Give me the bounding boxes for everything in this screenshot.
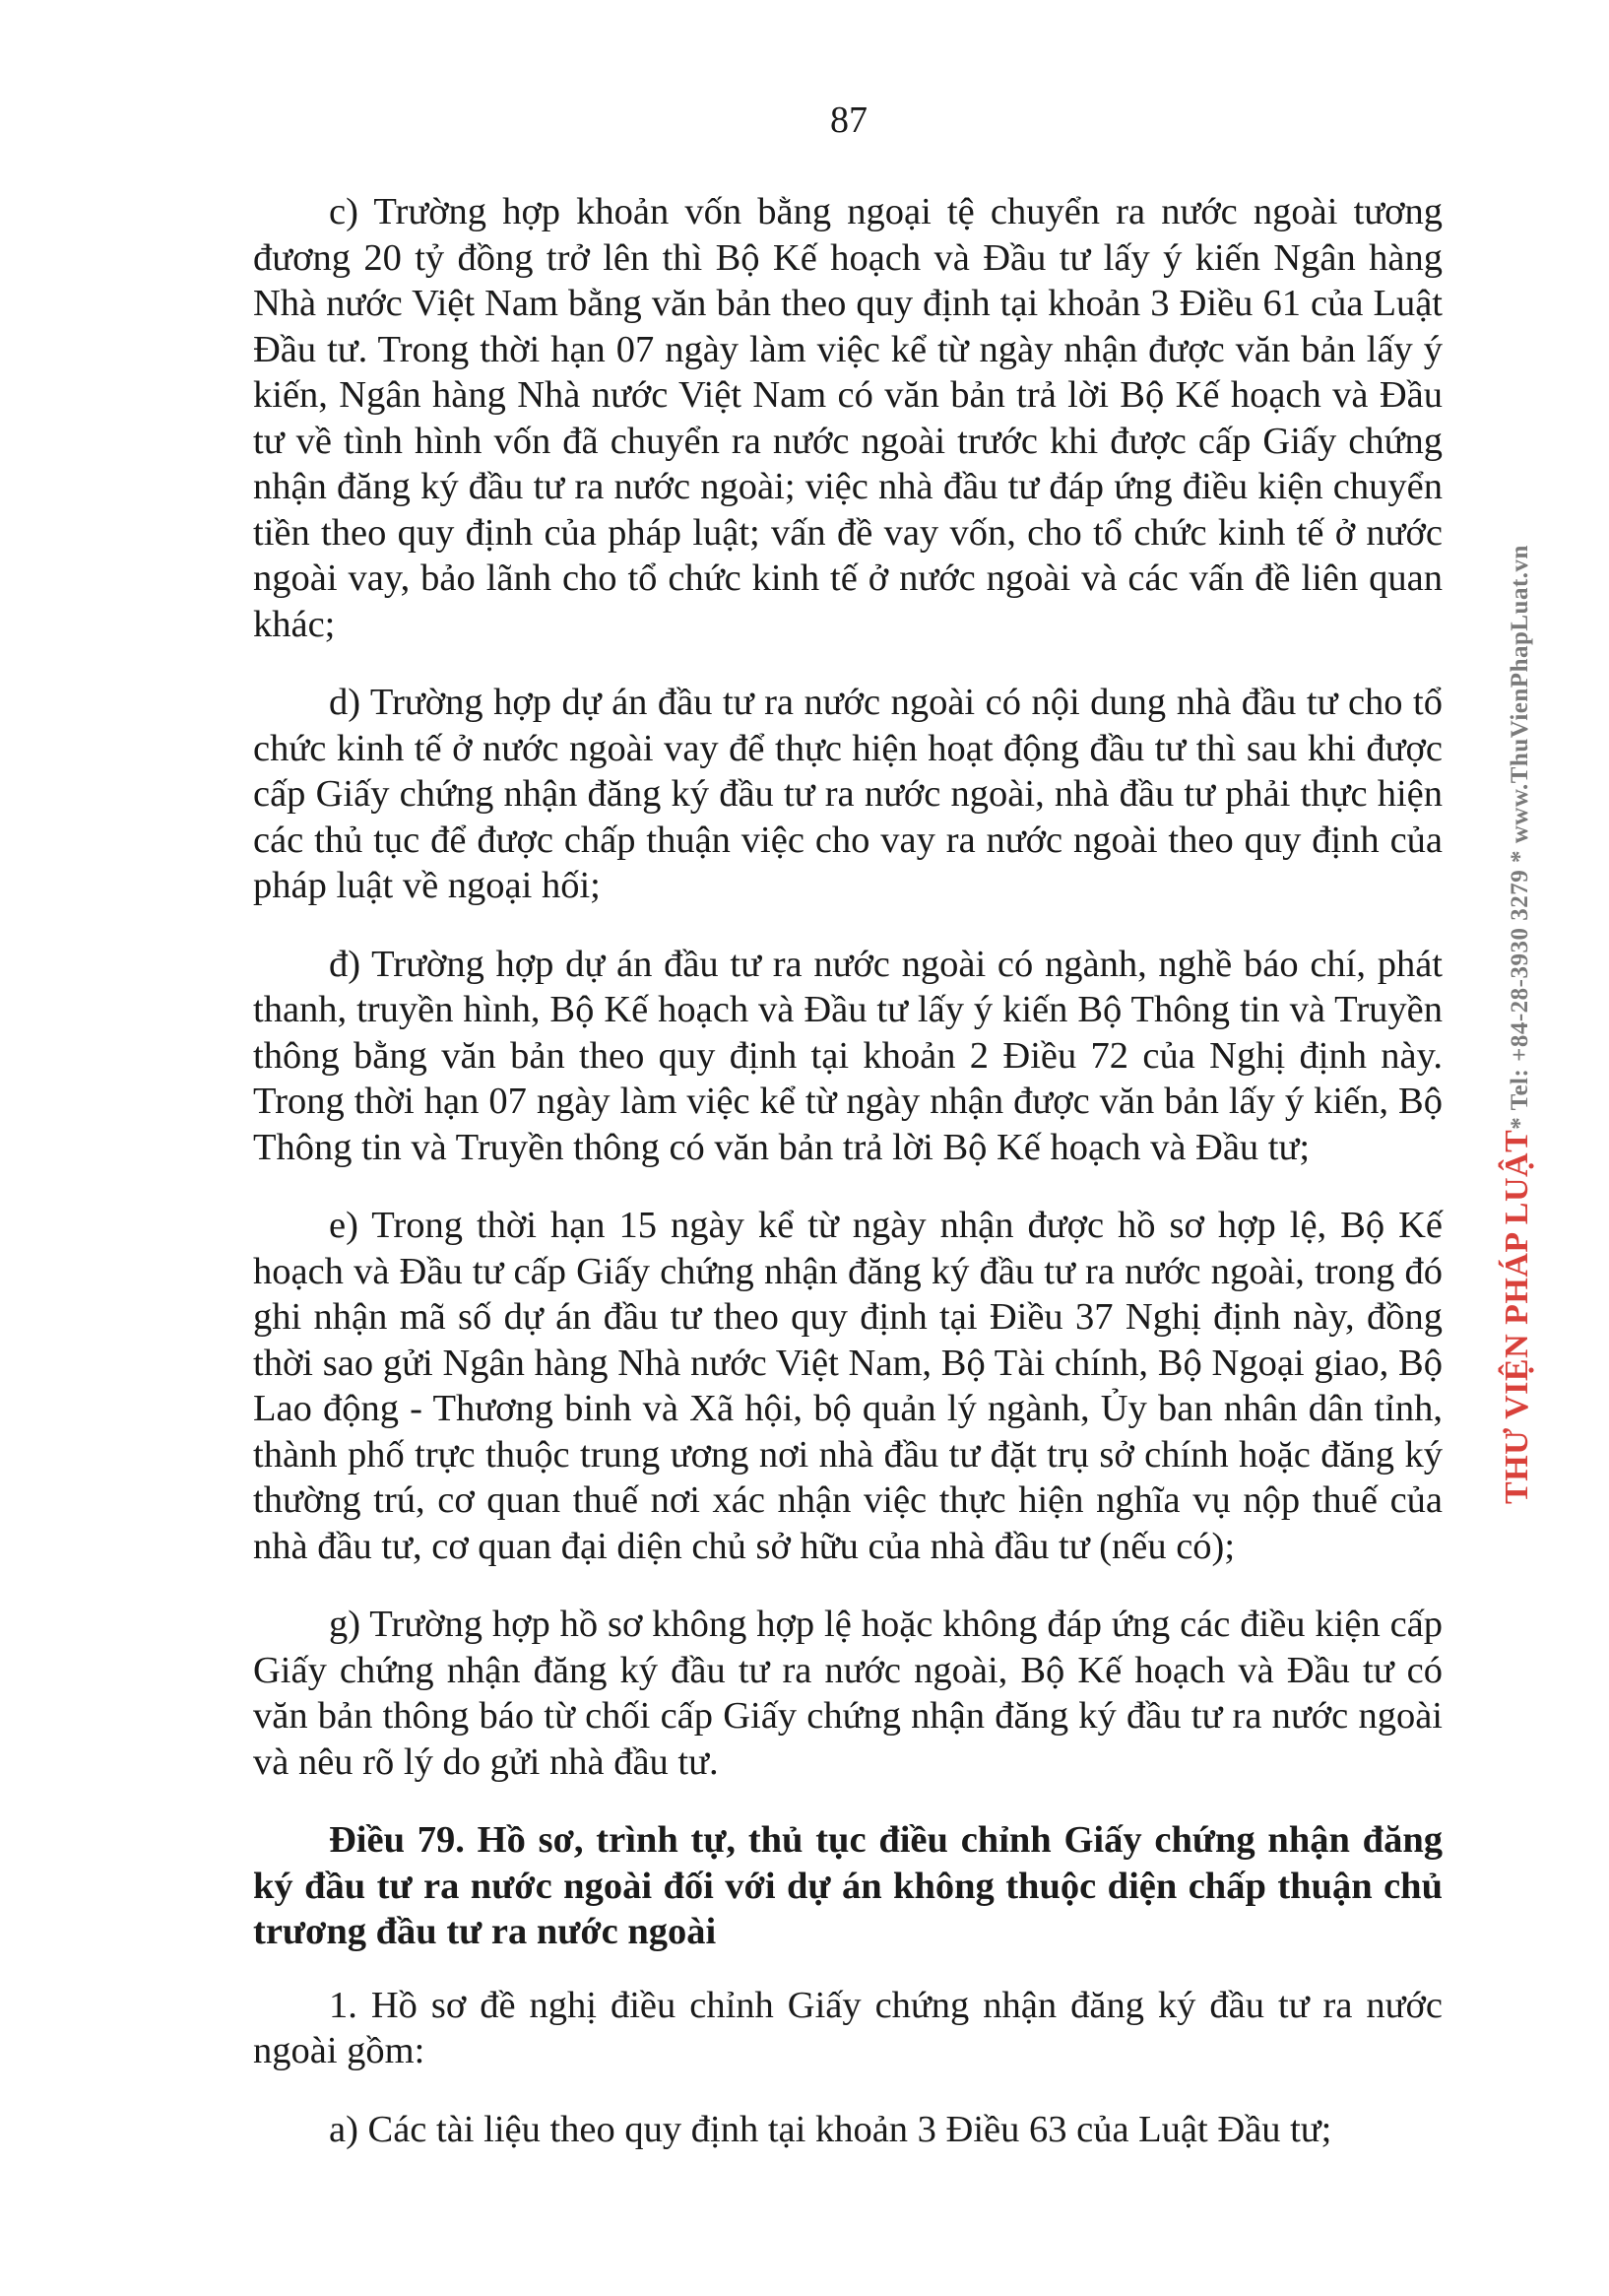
article-79-heading: Điều 79. Hồ sơ, trình tự, thủ tục điều chỉnh Giấy chứng nhận đăng ký đầu tư ra nước ngoài đối với dự án không thuộc diện chấp thuận chủ trương đầu tư ra nước ngoài: [253, 1819, 1443, 1952]
watermark-brand: THƯ VIỆN PHÁP LUẬT: [1499, 1129, 1535, 1504]
watermark-contact: * Tel: +84-28-3930 3279 * www.ThuVienPhapLuat.vn: [1507, 545, 1533, 1130]
document-body: [253, 189, 1443, 2185]
paragraph-dd: đ) Trường hợp dự án đầu tư ra nước ngoài có ngành, nghề báo chí, phát thanh, truyền hình, Bộ Kế hoạch và Đầu tư lấy ý kiến Bộ Thông tin và Truyền thông bằng văn bản theo quy định tại khoản 2 Điều 72 của Nghị định này. Trong thời hạn 07 ngày làm việc kể từ ngày nhận được văn bản lấy ý kiến, Bộ Thông tin và Truyền thông có văn bản trả lời Bộ Kế hoạch và Đầu tư;: [253, 943, 1443, 1168]
paragraph-c: c) Trường hợp khoản vốn bằng ngoại tệ chuyển ra nước ngoài tương đương 20 tỷ đồng trở lên thì Bộ Kế hoạch và Đầu tư lấy ý kiến Ngân hàng Nhà nước Việt Nam bằng văn bản theo quy định tại khoản 3 Điều 61 của Luật Đầu tư. Trong thời hạn 07 ngày làm việc kể từ ngày nhận được văn bản lấy ý kiến, Ngân hàng Nhà nước Việt Nam có văn bản trả lời Bộ Kế hoạch và Đầu tư về tình hình vốn đã chuyển ra nước ngoài trước khi được cấp Giấy chứng nhận đăng ký đầu tư ra nước ngoài; việc nhà đầu tư đáp ứng điều kiện chuyển tiền theo quy định của pháp luật; vấn đề vay vốn, cho tổ chức kinh tế ở nước ngoài vay, bảo lãnh cho tổ chức kinh tế ở nước ngoài và các vấn đề liên quan khác;: [253, 191, 1443, 645]
side-watermark: [1499, 545, 1536, 1504]
article-79-clause-1a: a) Các tài liệu theo quy định tại khoản 3 Điều 63 của Luật Đầu tư;: [329, 2108, 1332, 2150]
paragraph-e: e) Trong thời hạn 15 ngày kể từ ngày nhận được hồ sơ hợp lệ, Bộ Kế hoạch và Đầu tư cấp Giấy chứng nhận đăng ký đầu tư ra nước ngoài, trong đó ghi nhận mã số dự án đầu tư theo quy định tại Điều 37 Nghị định này, đồng thời sao gửi Ngân hàng Nhà nước Việt Nam, Bộ Tài chính, Bộ Ngoại giao, Bộ Lao động - Thương binh và Xã hội, bộ quản lý ngành, Ủy ban nhân dân tỉnh, thành phố trực thuộc trung ương nơi nhà đầu tư đặt trụ sở chính hoặc đăng ký thường trú, cơ quan thuế nơi xác nhận việc thực hiện nghĩa vụ nộp thuế của nhà đầu tư, cơ quan đại diện chủ sở hữu của nhà đầu tư (nếu có);: [253, 1205, 1443, 1567]
article-79-clause-1: 1. Hồ sơ đề nghị điều chỉnh Giấy chứng nhận đăng ký đầu tư ra nước ngoài gồm:: [253, 1984, 1443, 2071]
paragraph-g: g) Trường hợp hồ sơ không hợp lệ hoặc không đáp ứng các điều kiện cấp Giấy chứng nhận đăng ký đầu tư ra nước ngoài, Bộ Kế hoạch và Đầu tư có văn bản thông báo từ chối cấp Giấy chứng nhận đăng ký đầu tư ra nước ngoài và nêu rõ lý do gửi nhà đầu tư.: [253, 1604, 1443, 1783]
page-number: 87: [830, 99, 868, 141]
paragraph-d: d) Trường hợp dự án đầu tư ra nước ngoài có nội dung nhà đầu tư cho tổ chức kinh tế ở nước ngoài vay để thực hiện hoạt động đầu tư thì sau khi được cấp Giấy chứng nhận đăng ký đầu tư ra nước ngoài, nhà đầu tư phải thực hiện các thủ tục để được chấp thuận việc cho vay ra nước ngoài theo quy định của pháp luật về ngoại hối;: [253, 682, 1443, 906]
